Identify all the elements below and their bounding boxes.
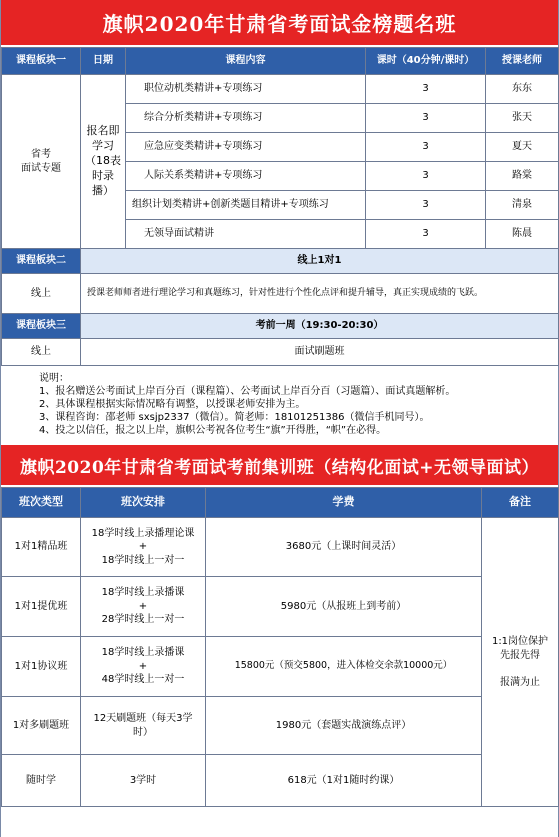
header-fee: 学费 — [206, 488, 482, 518]
class-type: 1对1提优班 — [2, 577, 81, 637]
class-arrangement: 18学时线上录播课 + 48学时线上一对一 — [81, 637, 206, 697]
course-teacher: 张天 — [486, 104, 559, 133]
class-arrangement: 18学时线上录播课 + 28学时线上一对一 — [81, 577, 206, 637]
course-hours: 3 — [366, 133, 486, 162]
class-row — [2, 577, 559, 637]
note-item: 4、投之以信任，报之以上岸，旗帜公考祝各位考生“旗”开得胜，“帜”在必得。 — [39, 425, 387, 436]
class-arrangement: 18学时线上录播理论课 + 18学时线上一对一 — [81, 518, 206, 577]
module2-label: 课程板块二 — [2, 249, 81, 274]
course-content: 应急应变类精讲+专项练习 — [126, 133, 366, 162]
class-arrangement: 12天刷题班（每天3学 时） — [81, 697, 206, 755]
class-row — [2, 755, 559, 807]
module2-value: 线上1对1 — [81, 249, 559, 274]
note-heading: 说明： — [39, 373, 69, 384]
module3-row — [2, 314, 559, 339]
class-row — [2, 697, 559, 755]
module2-row — [2, 249, 559, 274]
online1-row — [2, 274, 559, 314]
class-fee: 15800元（预交5800，进入体检交余款10000元） — [206, 637, 482, 697]
note-item: 3、课程咨询：邵老师 sxsjp2337（微信）。简老师：18101251386（微信手机同号）。 — [39, 412, 430, 423]
course-content: 无领导面试精讲 — [126, 220, 366, 249]
class-table — [1, 487, 559, 807]
class-fee: 3680元（上课时间灵活） — [206, 518, 482, 577]
class-type: 随时学 — [2, 755, 81, 807]
class-type: 1对1协议班 — [2, 637, 81, 697]
class-remark: 1:1岗位保护 先报先得 报满为止 — [482, 518, 559, 807]
section1-title: 旗帜2020年甘肃省考面试金榜题名班 — [1, 0, 558, 47]
class-row — [2, 518, 559, 577]
course-hours: 3 — [366, 220, 486, 249]
course-content: 人际关系类精讲+专项练习 — [126, 162, 366, 191]
course-hours: 3 — [366, 162, 486, 191]
header-hours: 课时（40分钟/课时） — [366, 48, 486, 75]
course-teacher: 东东 — [486, 75, 559, 104]
class-row — [2, 637, 559, 697]
course-hours: 3 — [366, 191, 486, 220]
class-fee: 1980元（套题实战演练点评） — [206, 697, 482, 755]
module-name: 省考 面试专题 — [2, 75, 81, 249]
online2-row — [2, 339, 559, 366]
course-content: 组织计划类精讲+创新类题目精讲+专项练习 — [126, 191, 366, 220]
course-row — [2, 75, 559, 104]
course-teacher: 清泉 — [486, 191, 559, 220]
course-table-header — [2, 48, 559, 75]
class-type: 1对1精品班 — [2, 518, 81, 577]
course-content: 职位动机类精讲+专项练习 — [126, 75, 366, 104]
online2-text: 面试刷题班 — [81, 339, 559, 366]
course-hours: 3 — [366, 104, 486, 133]
course-teacher: 夏天 — [486, 133, 559, 162]
notes — [1, 366, 558, 443]
date-text: 报名即 学习 （18表 时录 播） — [81, 75, 126, 249]
online1-label: 线上 — [2, 274, 81, 314]
class-fee: 618元（1对1随时约课） — [206, 755, 482, 807]
class-fee: 5980元（从报班上到考前） — [206, 577, 482, 637]
header-teacher: 授课老师 — [486, 48, 559, 75]
header-class-type: 班次类型 — [2, 488, 81, 518]
note-item: 2、具体课程根据实际情况略有调整，以授课老师安排为主。 — [39, 399, 306, 410]
class-type: 1对多刷题班 — [2, 697, 81, 755]
course-teacher: 路棠 — [486, 162, 559, 191]
class-table-header — [2, 488, 559, 518]
section2-title: 旗帜2020年甘肃省考面试考前集训班（结构化面试+无领导面试） — [1, 445, 558, 487]
header-arrangement: 班次安排 — [81, 488, 206, 518]
course-content: 综合分析类精讲+专项练习 — [126, 104, 366, 133]
module3-label: 课程板块三 — [2, 314, 81, 339]
header-module: 课程板块一 — [2, 48, 81, 75]
note-item: 1、报名赠送公考面试上岸百分百（课程篇）、公考面试上岸百分百（习题篇）、面试真题解析。 — [39, 386, 456, 397]
course-hours: 3 — [366, 75, 486, 104]
header-remark: 备注 — [482, 488, 559, 518]
course-table — [1, 47, 559, 366]
class-arrangement: 3学时 — [81, 755, 206, 807]
header-content: 课程内容 — [126, 48, 366, 75]
course-teacher: 陈晨 — [486, 220, 559, 249]
online2-label: 线上 — [2, 339, 81, 366]
online1-text: 授课老师师者进行理论学习和真题练习，针对性进行个性化点评和提升辅导，真正实现成绩的飞跃。 — [81, 274, 559, 314]
header-date: 日期 — [81, 48, 126, 75]
module3-value: 考前一周（19:30-20:30） — [81, 314, 559, 339]
